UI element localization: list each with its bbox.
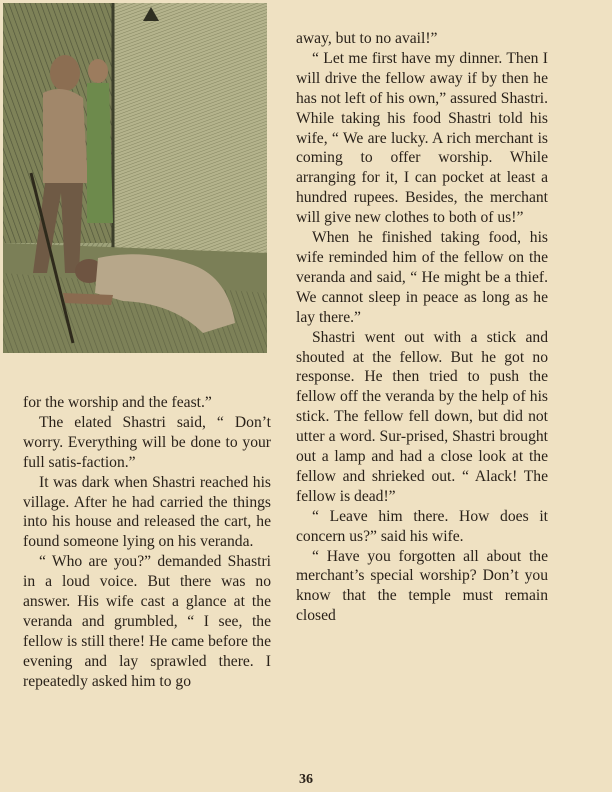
paragraph: “ Leave him there. How does it concern us?” said his wife. [296,507,548,545]
story-illustration [3,3,267,353]
paragraph: The elated Shastri said, “ Don’t worry. Everything will be done to your full satis-faction.” [23,413,271,471]
paragraph: “ Who are you?” demanded Shastri in a loud voice. But there was no answer. His wife cast a glance at the veranda and grumbled, “ I see, the fellow is still there! He came before the evening and lay sprawled there. I repeatedly asked him to go [23,553,271,690]
paragraph: When he finished taking food, his wife reminded him of the fellow on the veranda and said, “ He might be a thief. We cannot sleep in peace as long as he lay there.” [296,229,548,326]
paragraph: for the worship and the feast.” [23,394,212,411]
page-number: 36 [299,772,313,787]
paragraph: “ Have you forgotten all about the merchant’s special worship? Don’t you know that the temple must remain closed [296,547,548,625]
right-text-column [296,29,548,626]
illustration-drawing [3,3,267,353]
paragraph: away, but to no avail!” [296,30,438,47]
left-text-column [23,393,271,692]
paragraph: Shastri went out with a stick and shouted at the fellow. But he got no response. He then tried to push the fellow off the veranda by the help of his stick. The fellow fell down, but did not utter a word. Sur-prised, Shastri brought out a lamp and had a close look at the fellow and shrieked out. “ Alack! The fellow is dead!” [296,328,548,505]
paragraph: “ Let me first have my dinner. Then I will drive the fellow away if by then he has not left of his own,” assured Shastri. While taking his food Shastri told his wife, “ We are lucky. A rich merchant is coming to offer worship. While arranging for it, I can pocket at least a hundred rupees. Besides, the merchant will give new clothes to both of us!” [296,49,548,227]
paragraph: It was dark when Shastri reached his village. After he had carried the things into his house and released the cart, he found someone lying on his veranda. [23,473,271,551]
